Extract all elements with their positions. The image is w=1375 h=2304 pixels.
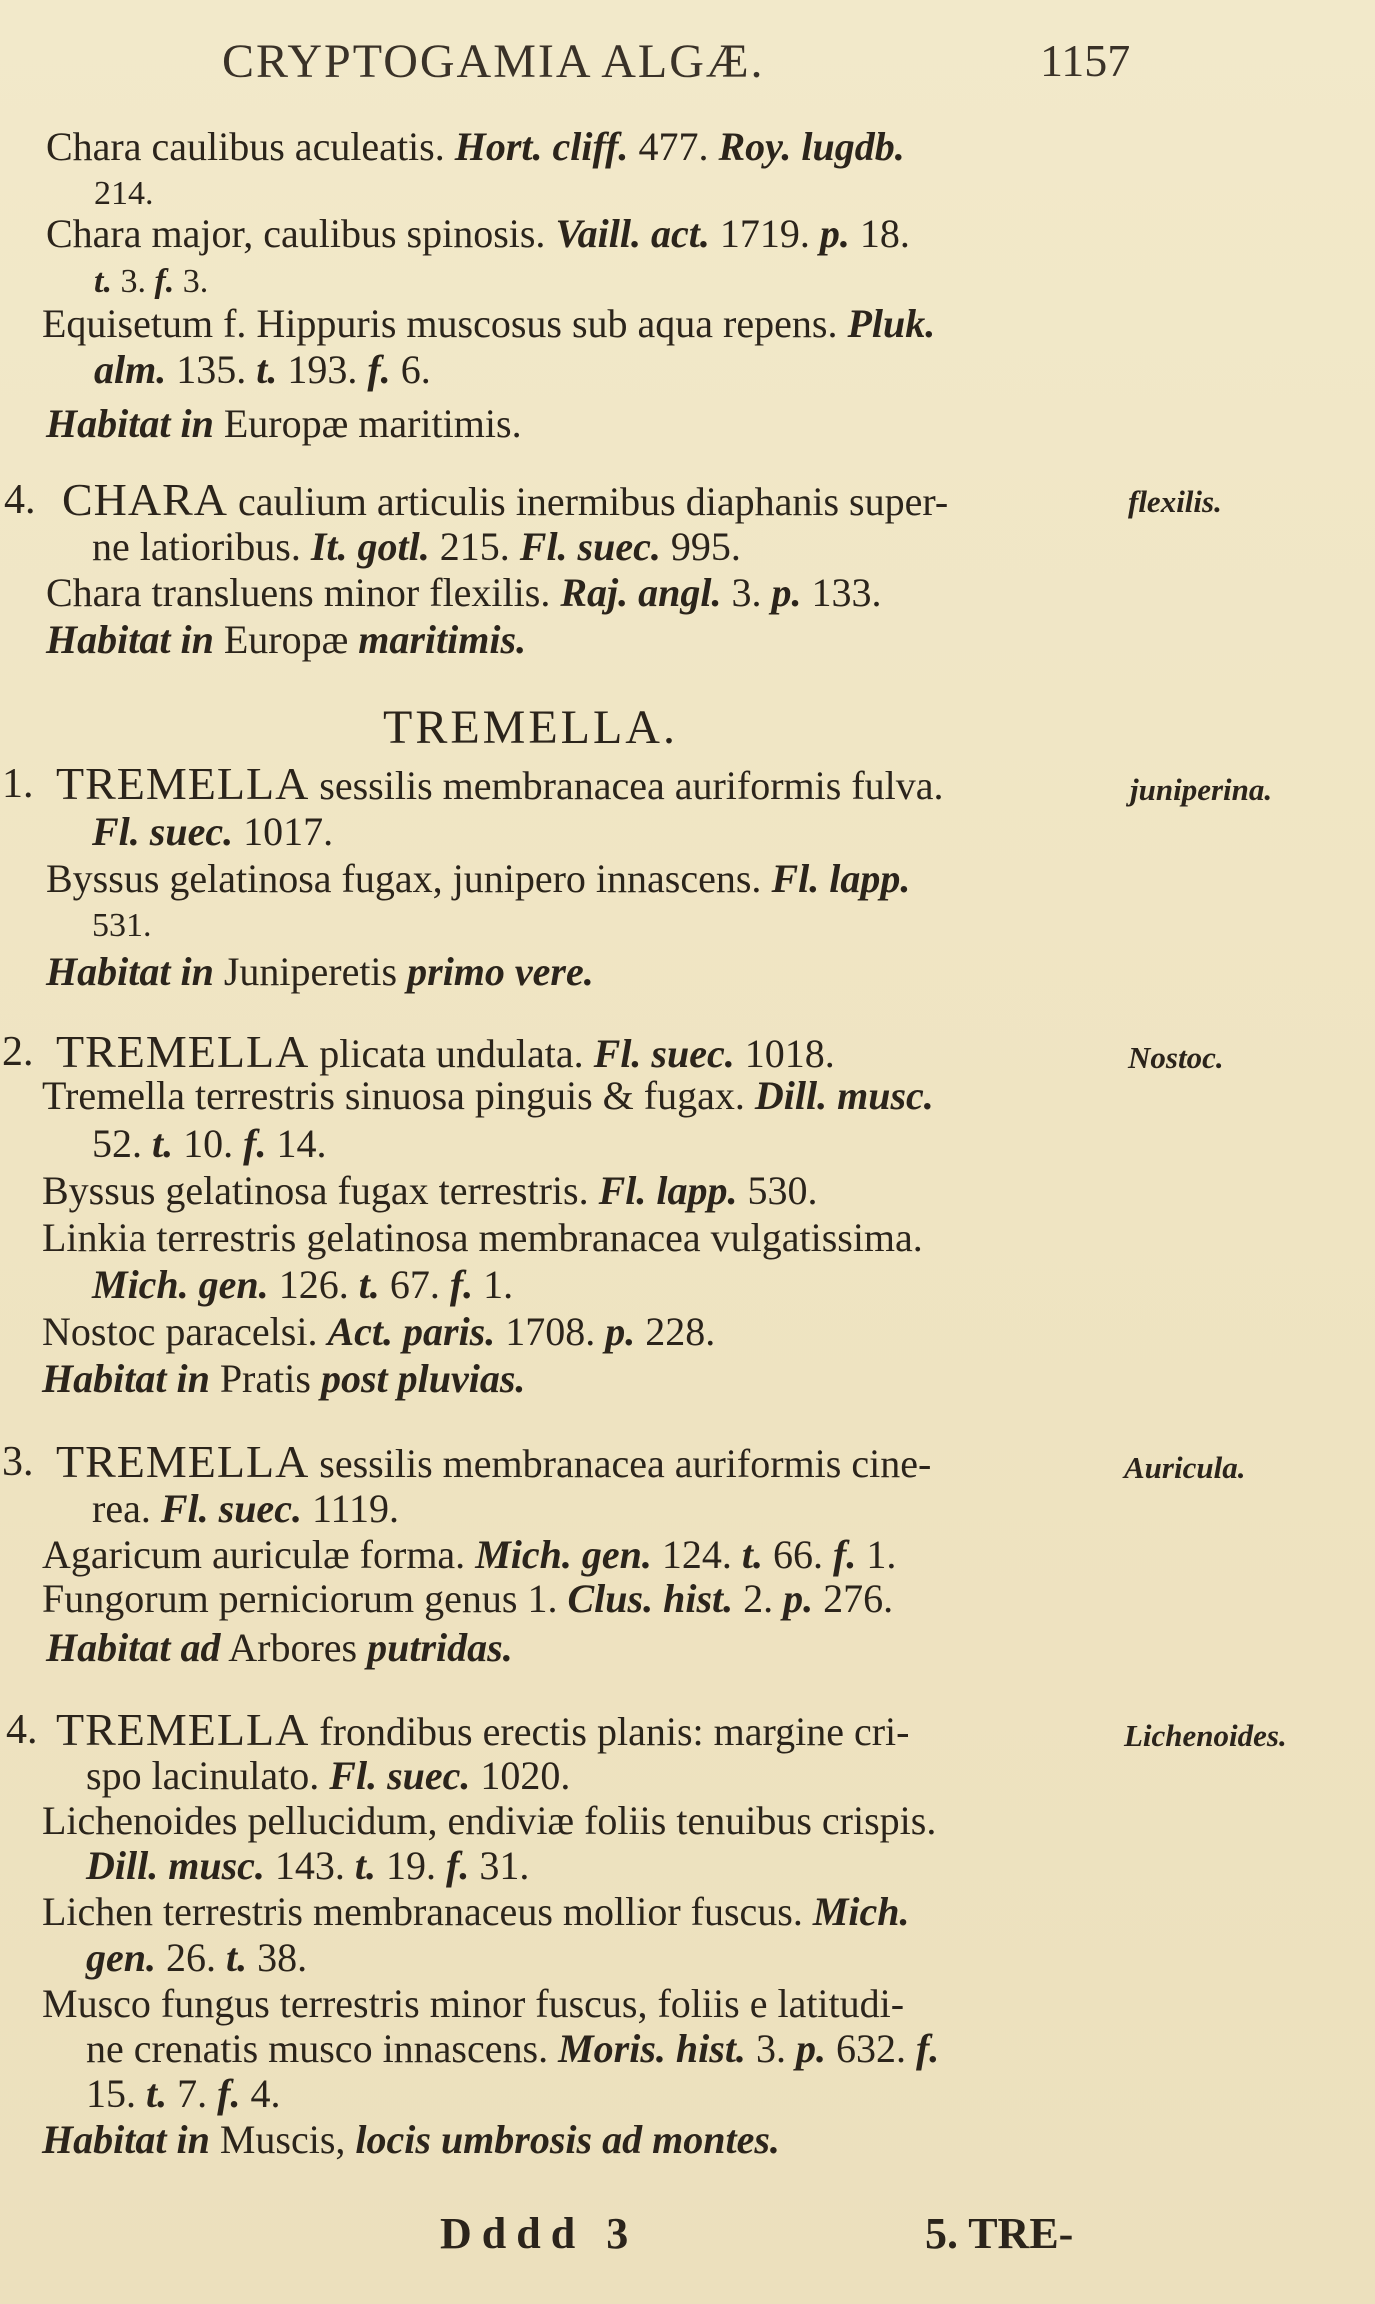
habitat-line [46,1626,513,1670]
diagnosis-text: rea. [92,1486,161,1531]
text-line [42,1169,817,1213]
text-line [46,571,882,615]
text-line [46,212,910,256]
citation: f. [217,2071,241,2116]
genus-name: TREMELLA [56,1704,310,1755]
text-line [42,1310,715,1354]
trivial-name: Auricula. [1124,1450,1246,1485]
citation: Dill. musc. [86,1843,265,1888]
citation: f. [446,1843,470,1888]
habitat-detail: post pluvias. [320,1356,526,1401]
citation: t. [358,1262,380,1307]
reference-number: 52. [92,1121,152,1166]
citation: Fl. suec. [519,524,661,569]
citation: f. [833,1532,857,1577]
text-line [92,1263,513,1307]
reference-number: 15. [86,2071,146,2116]
page-number: 1157 [1040,35,1131,86]
text-line [92,904,152,948]
text-line [86,1844,529,1888]
diagnosis-text: caulium articulis inermibus diaphanis super- [228,479,949,524]
reference-number: 3. [111,263,155,300]
citation: t. [152,1121,174,1166]
synonym-text: Nostoc paracelsi. [42,1309,328,1354]
habitat-detail: primo vere. [407,949,594,994]
reference-number: 26. [156,1935,226,1980]
entry-number: 1. [2,761,34,807]
habitat-label: Habitat in [42,2117,210,2162]
page-footer [0,2208,1375,2268]
reference-number: 1719. [709,211,820,256]
text-line [42,1533,896,1577]
synonym-text: Fungorum perniciorum genus 1. [42,1576,568,1621]
habitat-text: Europæ maritimis. [213,401,522,446]
citation: Fl. suec. [329,1753,471,1798]
text-line [92,810,333,854]
citation: f. [915,2026,940,2071]
reference-number: 3. [174,263,209,300]
reference-number: 4. [240,2071,281,2116]
diagnosis-text: frondibus erectis planis: margine cri- [309,1709,910,1754]
text-line [56,1704,910,1755]
text-line [56,1436,932,1487]
genus-name: CHARA [62,474,229,525]
habitat-label: Habitat in [46,401,214,446]
text-line [42,1799,936,1843]
citation: Mich. [812,1889,910,1934]
running-header [0,34,1375,94]
diagnosis-text: ne latioribus. [92,524,311,569]
text-line [42,1982,904,2026]
citation: Clus. hist. [567,1576,734,1621]
habitat-detail: locis umbrosis ad montes. [355,2117,780,2162]
text-line [86,1936,307,1980]
text-line [94,348,431,392]
text-line [46,857,910,901]
text-line [56,758,944,809]
citation: Raj. angl. [560,570,722,615]
citation: p. [771,570,802,615]
text-line [42,1216,923,1260]
habitat-label: Habitat in [42,1356,210,1401]
reference-number: 215. [429,524,520,569]
citation: gen. [86,1935,156,1980]
reference-number: 18. [849,211,910,256]
citation: t. [741,1532,763,1577]
citation: p. [605,1309,636,1354]
synonym-text: Equisetum f. Hippuris muscosus sub aqua repens. [42,301,848,346]
habitat-line [46,950,594,994]
reference-number: 531. [92,907,152,944]
habitat-detail: putridas. [367,1625,513,1670]
reference-number: 124. [651,1532,742,1577]
citation: t. [146,2071,168,2116]
citation: f. [243,1121,267,1166]
genus-name: TREMELLA [56,758,310,809]
reference-number: 2. [733,1576,784,1621]
reference-number: 1. [856,1532,897,1577]
text-line [42,1890,910,1934]
text-line [46,125,905,169]
header-title: CRYPTOGAMIA ALGÆ. [222,35,765,88]
reference-number: 995. [660,524,741,569]
synonym-text: Chara caulibus aculeatis. [46,124,455,169]
synonym-text: Chara major, caulibus spinosis. [46,211,556,256]
text-line [56,1026,835,1077]
reference-number: 193. [277,347,368,392]
reference-number: 1119. [301,1486,399,1531]
habitat-text: Muscis, [209,2117,356,2162]
citation: Fl. lapp. [598,1168,738,1213]
catchword: 5. TRE- [925,2209,1074,2258]
reference-number: 1020. [470,1753,571,1798]
reference-number: 126. [268,1262,359,1307]
citation: t. [354,1843,377,1888]
text-line [86,1754,570,1798]
trivial-name: Lichenoides. [1124,1718,1287,1753]
reference-number: 7. [167,2071,218,2116]
habitat-text: Pratis [209,1356,321,1401]
synonym-text: Lichen terrestris membranaceus mollior fuscus. [42,1889,813,1934]
diagnosis-text: plicata undulata. [309,1031,594,1076]
habitat-text: Europæ [213,617,359,662]
text-line [62,474,949,525]
synonym-text: ne crenatis musco innascens. [86,2026,559,2071]
reference-number: 67. [379,1262,450,1307]
reference-number: 228. [635,1309,716,1354]
reference-number: 14. [266,1121,327,1166]
text-line [42,302,935,346]
citation: Roy. lugdb. [718,124,905,169]
habitat-line [46,618,526,662]
habitat-text: Arbores [220,1625,368,1670]
reference-number: 477. [628,124,719,169]
reference-number: 38. [247,1935,308,1980]
entry-number: 3. [2,1439,34,1485]
citation: t. [94,263,112,300]
citation: p. [795,2026,826,2071]
habitat-line [42,2118,780,2162]
citation: p. [783,1576,814,1621]
entry-number: 4. [6,1707,38,1753]
text-line [42,1577,893,1621]
section-title: TREMELLA. [383,701,678,754]
synonym-text: Musco fungus terrestris minor fuscus, foliis e latitudi- [42,1981,905,2026]
reference-number: 66. [763,1532,833,1577]
citation: Mich. gen. [92,1262,269,1307]
reference-number: 143. [264,1843,355,1888]
reference-number: 10. [173,1121,244,1166]
synonym-text: Byssus gelatinosa fugax, junipero innascens. [46,856,772,901]
reference-number: 133. [801,570,882,615]
citation: f. [154,263,175,300]
genus-name: TREMELLA [56,1436,310,1487]
citation: f. [367,347,391,392]
habitat-label: Habitat in [46,949,214,994]
trivial-name: Nostoc. [1128,1040,1224,1075]
citation: f. [449,1262,474,1307]
habitat-line [42,1357,525,1401]
reference-number: 632. [825,2026,916,2071]
trivial-name: flexilis. [1128,484,1222,519]
citation: Fl. suec. [92,809,234,854]
trivial-name: juniperina. [1130,772,1273,807]
habitat-detail: maritimis. [358,617,527,662]
synonym-text: Byssus gelatinosa fugax terrestris. [42,1168,599,1213]
citation: Act. paris. [327,1309,496,1354]
reference-number: 1708. [495,1309,606,1354]
citation: t. [256,347,278,392]
entry-number: 2. [2,1029,34,1075]
reference-number: 214. [94,175,154,212]
reference-number: 135. [166,347,257,392]
citation: Mich. gen. [475,1532,652,1577]
synonym-text: Agaricum auriculæ forma. [42,1532,476,1577]
text-line [86,2027,939,2071]
habitat-line [46,402,522,446]
entry-number: 4. [4,477,36,523]
synonym-text: Tremella terrestris sinuosa pinguis & fugax. [42,1073,755,1118]
text-line [92,525,741,569]
genus-name: TREMELLA [56,1026,310,1077]
reference-number: 6. [390,347,431,392]
synonym-text: Chara transluens minor flexilis. [46,570,561,615]
citation: Dill. musc. [754,1073,934,1118]
text-line [92,1487,399,1531]
reference-number: 3. [721,570,772,615]
diagnosis-text: sessilis membranacea auriformis cine- [309,1441,932,1486]
synonym-text: Lichenoides pellucidum, endiviæ foliis tenuibus crispis. [42,1798,937,1843]
reference-number: 3. [745,2026,796,2071]
text-line [94,260,208,304]
citation: It. gotl. [310,524,430,569]
text-line [94,172,154,216]
diagnosis-text: spo lacinulato. [86,1753,330,1798]
citation: Vaill. act. [555,211,710,256]
text-line [92,1122,326,1166]
citation: Fl. lapp. [771,856,911,901]
text-line [86,2072,280,2116]
citation: Fl. suec. [593,1031,735,1076]
citation: Pluk. [847,301,936,346]
reference-number: 1018. [734,1031,835,1076]
reference-number: 1017. [233,809,334,854]
habitat-text: Juniperetis [213,949,408,994]
text-line [42,1074,934,1118]
habitat-label: Habitat in [46,617,214,662]
citation: Fl. suec. [160,1486,302,1531]
reference-number: 530. [737,1168,818,1213]
signature-mark: Dddd 3 [440,2209,639,2258]
reference-number: 276. [813,1576,894,1621]
citation: alm. [94,347,167,392]
reference-number: 31. [469,1843,530,1888]
diagnosis-text: sessilis membranacea auriformis fulva. [309,763,944,808]
citation: p. [819,211,850,256]
citation: t. [226,1935,248,1980]
habitat-label: Habitat ad [46,1625,221,1670]
citation: Hort. cliff. [454,124,629,169]
citation: Moris. hist. [558,2026,746,2071]
synonym-text: Linkia terrestris gelatinosa membranacea vulgatissima. [42,1215,923,1260]
reference-number: 19. [376,1843,447,1888]
reference-number: 1. [473,1262,514,1307]
